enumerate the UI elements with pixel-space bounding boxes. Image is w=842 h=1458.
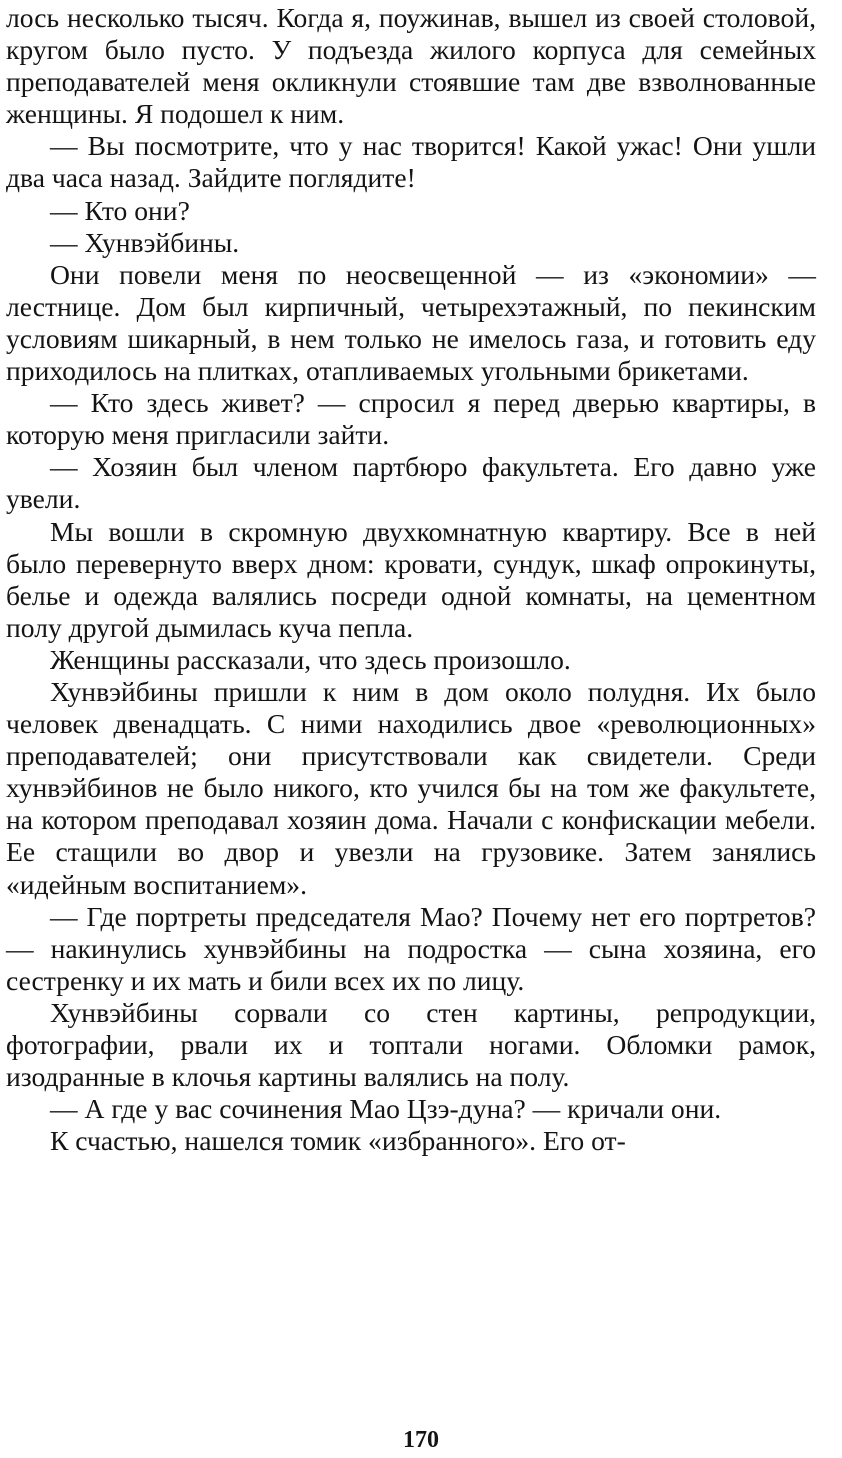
paragraph: — А где у вас сочинения Мао Цзэ-дуна? — кричали они. xyxy=(50,1093,722,1125)
paragraph: — Где портреты председателя Мао? Почему нет его портретов? — накинулись хунвэйбины на подростка — сына хозяина, его сестренку и их мать и били всех их по лицу. xyxy=(6,900,816,996)
page-body xyxy=(6,2,816,1157)
paragraph: Мы вошли в скромную двухкомнатную квартиру. Все в ней было перевернуто вверх дном: кровати, сундук, шкаф опрокинуты, белье и одежда валялись посреди одной комнаты, на цементном полу другой дымилась куча пепла. xyxy=(6,515,816,643)
paragraph: — Вы посмотрите, что у нас творится! Какой ужас! Они ушли два часа назад. Зайдите поглядите! xyxy=(6,130,816,194)
paragraph: — Хунвэйбины. xyxy=(50,226,240,258)
paragraph: Хунвэйбины пришли к ним в дом около полудня. Их было человек двенадцать. С ними находились двое «революционных» преподавателей; они присутствовали как свидетели. Среди хунвэйбинов не было никого, кто учился бы на том же факультете, на котором преподавал хозяин дома. Начали с конфискации мебели. Ее стащили во двор и увезли на грузовике. Затем занялись «идейным воспитанием». xyxy=(6,675,816,900)
paragraph: лось несколько тысяч. Когда я, поужинав, вышел из своей столовой, кругом было пусто. У подъезда жилого корпуса для семейных преподавателей меня окликнули стоявшие там две взволнованные женщины. Я подошел к ним. xyxy=(6,2,816,130)
paragraph: К счастью, нашелся томик «избранного». Его от- xyxy=(50,1125,626,1157)
page-number: 170 xyxy=(403,1427,439,1453)
paragraph: — Хозяин был членом партбюро факультета. Его давно уже увели. xyxy=(6,451,816,515)
paragraph: Хунвэйбины сорвали со стен картины, репродукции, фотографии, рвали их и топтали ногами. Обломки рамок, изодранные в клочья картины валялись на полу. xyxy=(6,996,816,1093)
paragraph: Они повели меня по неосвещенной — из «экономии» — лестнице. Дом был кирпичный, четырехэтажный, по пекинским условиям шикарный, в нем только не имелось газа, и готовить еду приходилось на плитках, отапливаемых угольными брикетами. xyxy=(6,258,816,387)
paragraph: Женщины рассказали, что здесь произошло. xyxy=(50,643,571,675)
paragraph: — Кто здесь живет? — спросил я перед дверью квартиры, в которую меня пригласили зайти. xyxy=(6,387,816,451)
paragraph: — Кто они? xyxy=(50,194,190,226)
